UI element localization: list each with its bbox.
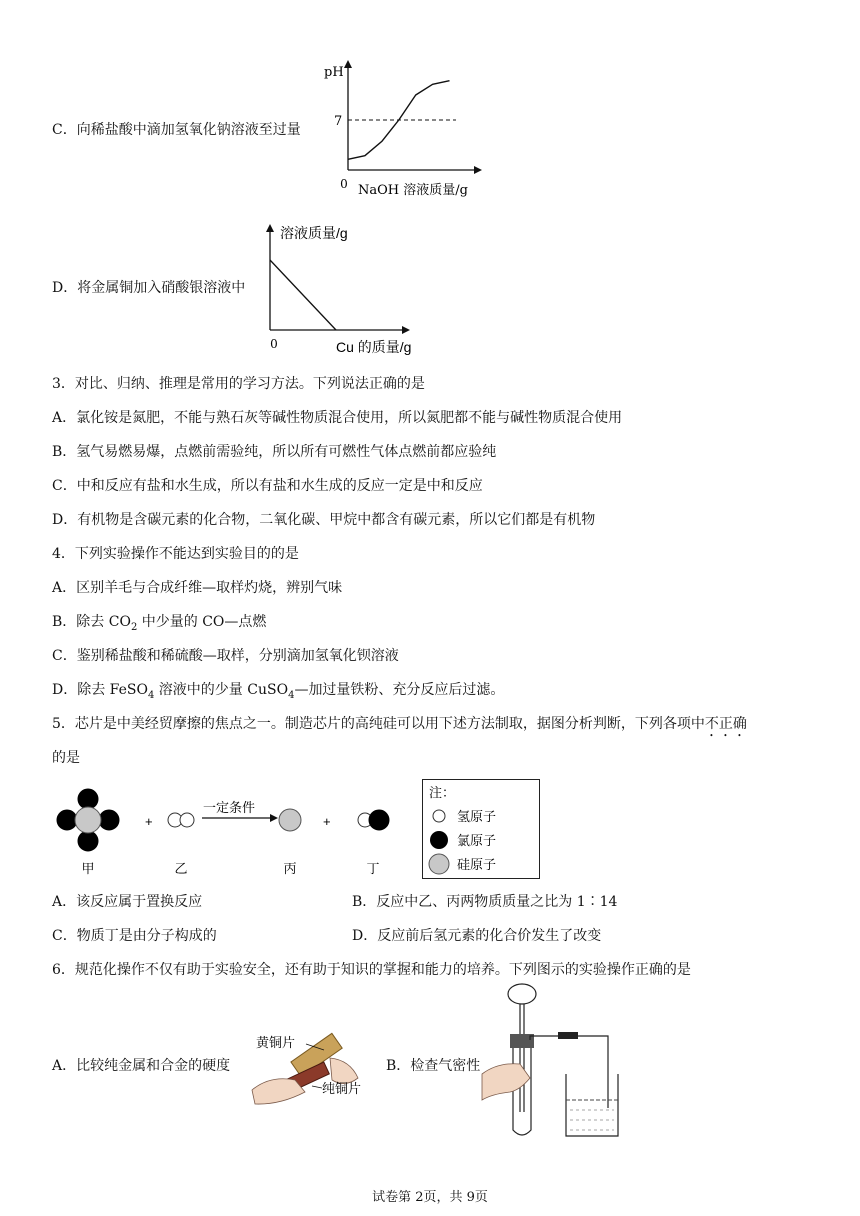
q5-option-b: B．反应中乙、丙两物质质量之比为 1∶14 (352, 894, 618, 910)
label-jia: 甲 (81, 861, 95, 876)
q5-option-d: D．反应前后氢元素的化合价发生了改变 (352, 928, 602, 944)
arrow-head (270, 814, 278, 822)
q4-option-d: D．除去 FeSO$_4$ 溶液中的少量 CuSO$_4$—加过量铁粉、充分反应后过滤。 (52, 682, 505, 701)
ph-chart (318, 58, 488, 200)
leader-copper (312, 1086, 322, 1088)
beaker (566, 1074, 618, 1136)
cu-line (270, 260, 336, 330)
cu-y-label: 溶液质量/g (280, 225, 348, 241)
q4-option-c: C．鉴别稀盐酸和稀硫酸—取样，分别滴加氢氧化钡溶液 (52, 648, 399, 664)
ph-y-label: pH (324, 65, 344, 80)
airtightness-apparatus-image (480, 982, 620, 1142)
legend-hydrogen: 氢原子 (457, 809, 497, 824)
legend-title: 注： (429, 785, 456, 800)
label-copper: 纯铜片 (322, 1081, 362, 1096)
q6-stem: 6．规范化操作不仅有助于实验安全，还有助于知识的掌握和能力的培养。下列图示的实验操作正确的是 (52, 962, 691, 978)
q3-option-d: D．有机物是含碳元素的化合物，二氧化碳、甲烷中都含有碳元素，所以它们都是有机物 (52, 512, 596, 528)
ph-x-arrow (474, 166, 482, 174)
cu-y-arrow (266, 224, 274, 232)
molecule-yi (168, 813, 194, 827)
molecule-ding (358, 810, 389, 830)
q3-stem: 3．对比、归纳、推理是常用的学习方法。下列说法正确的是 (52, 376, 425, 392)
page-footer: 试卷第 2页，共 9页 (372, 1190, 488, 1205)
ph-reference-label: 7 (334, 114, 343, 129)
q4-stem: 4．下列实验操作不能达到实验目的的是 (52, 546, 299, 562)
q3-option-a: A．氯化铵是氮肥，不能与熟石灰等碱性物质混合使用，所以氮肥都不能与碱性物质混合使用 (52, 410, 623, 426)
label-ding: 丁 (366, 861, 380, 876)
q6-option-a: A．比较纯金属和合金的硬度 (52, 1058, 231, 1074)
ph-origin-label: 0 (340, 177, 348, 191)
label-yi: 乙 (174, 861, 188, 876)
legend-silicon: 硅原子 (457, 857, 497, 872)
atom-legend (422, 779, 540, 879)
silicon-atom-icon (429, 854, 449, 874)
hand-holding-tube (482, 1064, 530, 1100)
copper-chart (250, 220, 430, 360)
cu-x-arrow (402, 326, 410, 334)
q6-option-b: B．检查气密性 (386, 1058, 481, 1074)
delivery-tube (530, 1036, 608, 1108)
funnel-bulb (508, 984, 536, 1004)
label-bing: 丙 (283, 861, 297, 876)
q5-stem-line2: 的是 (52, 750, 80, 766)
label-brass: 黄铜片 (256, 1035, 296, 1050)
tube-connector (558, 1032, 578, 1039)
option-2d: D．将金属铜加入硝酸银溶液中 (52, 280, 246, 296)
hand-right (330, 1058, 358, 1084)
q4-option-b: B．除去 $CO_2$ 中少量的 CO—点燃 (52, 614, 267, 633)
hardness-comparison-image (250, 1030, 380, 1110)
legend-chlorine: 氯原子 (457, 833, 497, 848)
q5-stem: 5．芯片是中美经贸摩擦的焦点之一。制造芯片的高纯硅可以用下述方法制取，据图分析判断，下列各项中不正确 (52, 716, 747, 732)
plus-sign-1: + (145, 814, 153, 829)
chlorine-atom-icon (430, 831, 448, 849)
q3-option-b: B．氢气易燃易爆，点燃前需验纯，所以所有可燃性气体点燃前都应验纯 (52, 444, 497, 460)
ph-x-label: NaOH 溶液质量/g (358, 183, 468, 198)
plus-sign-2: + (323, 814, 331, 829)
hydrogen-atom-icon (433, 810, 445, 822)
hand-left (252, 1079, 305, 1104)
q5-option-a: A．该反应属于置换反应 (52, 894, 203, 910)
molecule-jia (57, 789, 119, 851)
option-2c: C．向稀盐酸中滴加氢氧化钠溶液至过量 (52, 122, 301, 138)
cu-origin-label: 0 (270, 337, 278, 351)
reaction-diagram (45, 776, 415, 886)
q5-option-c: C．物质丁是由分子构成的 (52, 928, 217, 944)
reaction-condition: 一定条件 (203, 800, 256, 815)
cu-x-label: Cu 的质量/g (336, 339, 412, 355)
q3-option-c: C．中和反应有盐和水生成，所以有盐和水生成的反应一定是中和反应 (52, 478, 483, 494)
ph-y-arrow (344, 60, 352, 68)
molecule-bing (279, 809, 301, 831)
q4-option-a: A．区别羊毛与合成纤维—取样灼烧，辨别气味 (52, 580, 343, 596)
